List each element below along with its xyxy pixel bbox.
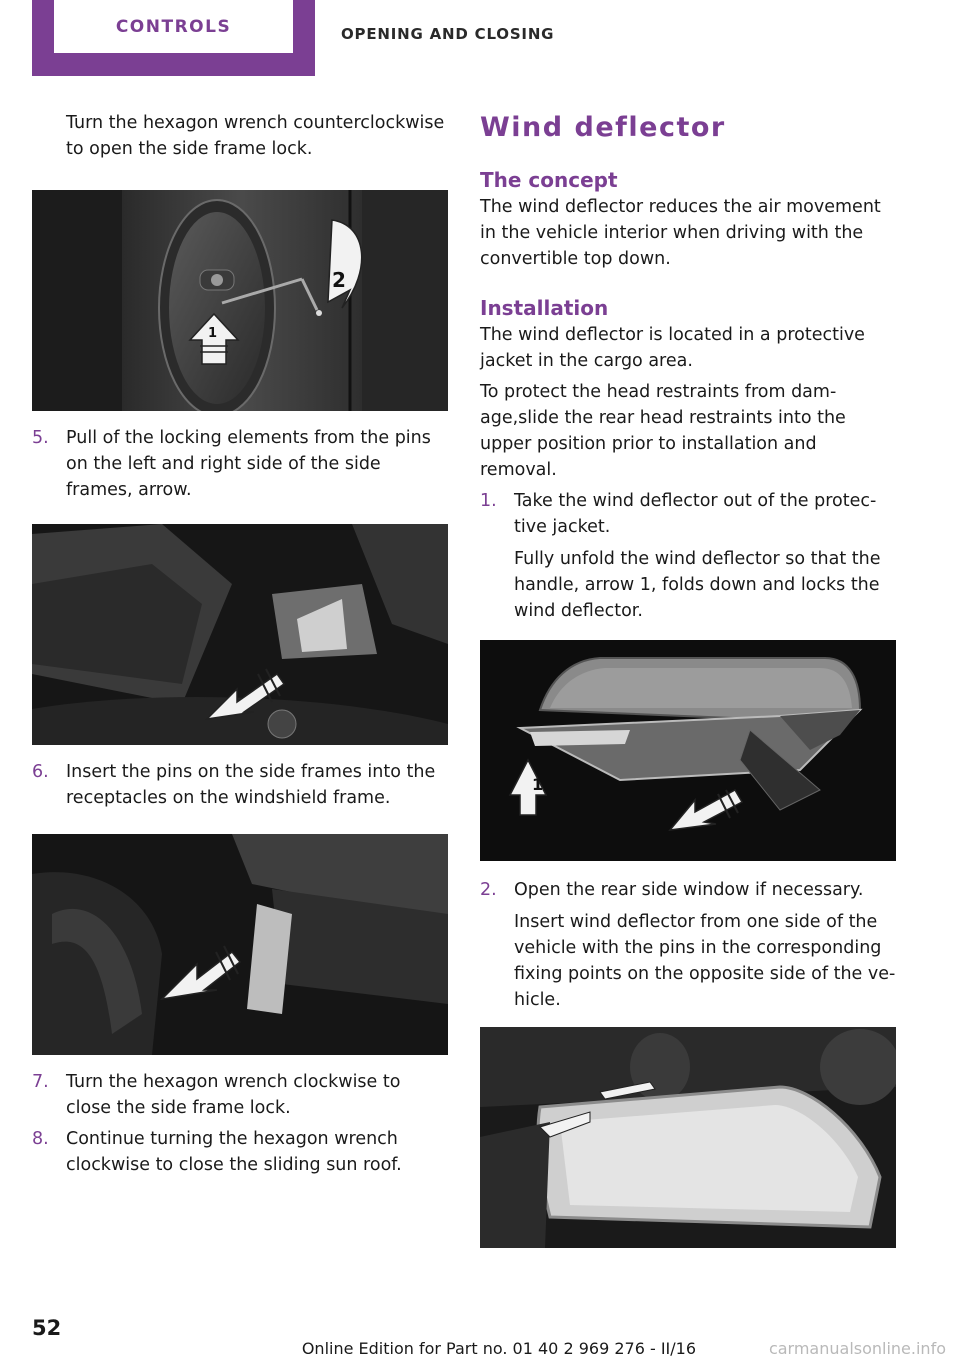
step-item xyxy=(480,488,896,540)
step-sub-paragraph: Fully unfold the wind deflector so that the handle, arrow 1, folds down and locks the wind deflector. xyxy=(514,549,881,621)
step-sub-paragraph: Insert wind deflector from one side of the vehicle with the pins in the corresponding fixing points on the opposite side of the ve‐hicle. xyxy=(514,912,896,1010)
installation-heading: Installation xyxy=(480,296,609,320)
side-frame-lock-illustration xyxy=(32,190,448,411)
concept-heading: The concept xyxy=(480,168,618,192)
step-text: Pull of the locking elements from the pins on the left and right side of the side frames, arrow. xyxy=(66,428,431,500)
figure-side-frame-lock xyxy=(32,190,448,411)
edition-text: Online Edition for Part no. 01 40 2 969 276 - II/16 xyxy=(301,1339,696,1358)
step-text: Take the wind deflector out of the protec‐tive jacket. xyxy=(514,491,877,537)
watermark[interactable]: carmanualsonline.info xyxy=(768,1339,946,1358)
step-number: 7. xyxy=(32,1072,49,1092)
figure-insert-pins xyxy=(32,834,448,1055)
step-item xyxy=(32,425,448,503)
page-number: 52 xyxy=(32,1316,62,1340)
figure-locking-elements xyxy=(32,524,448,745)
figure-right-label-1: 1 xyxy=(532,775,544,794)
step-number: 8. xyxy=(32,1129,49,1149)
step-number: 1. xyxy=(480,491,497,511)
figure1-label-2: 2 xyxy=(332,268,346,292)
step-item xyxy=(480,877,896,903)
step-text: Open the rear side window if necessary. xyxy=(514,880,864,900)
section-title: Wind deflector xyxy=(480,112,726,143)
tab-controls-inner xyxy=(54,0,293,53)
step-item xyxy=(32,1069,448,1121)
tab-controls[interactable] xyxy=(32,0,315,76)
step-text: Insert the pins on the side frames into the receptacles on the windshield frame. xyxy=(66,762,436,808)
step-text: Turn the hexagon wrench clockwise to close the side frame lock. xyxy=(66,1072,401,1118)
insert-deflector-illustration xyxy=(480,1027,896,1248)
figure-unfold-deflector xyxy=(480,640,896,861)
tab-controls-label: CONTROLS xyxy=(115,16,232,37)
step-number: 2. xyxy=(480,880,497,900)
concept-paragraph: The wind deflector reduces the air movement in the vehicle interior when driving with the convertible top down. xyxy=(480,197,881,269)
figure1-label-1: 1 xyxy=(208,326,218,341)
locking-elements-illustration xyxy=(32,524,448,745)
figure-insert-deflector xyxy=(480,1027,896,1248)
step-item xyxy=(32,1126,448,1178)
tab-section-title: OPENING AND CLOSING xyxy=(341,25,555,43)
step-number: 6. xyxy=(32,762,49,782)
unfold-deflector-illustration xyxy=(480,640,896,861)
left-column xyxy=(32,110,448,1178)
intro-paragraph: Turn the hexagon wrench counterclockwise to open the side frame lock. xyxy=(66,113,445,159)
insert-pins-illustration xyxy=(32,834,448,1055)
right-column xyxy=(480,110,896,1248)
step-text: Continue turning the hexagon wrench clockwise to close the sliding sun roof. xyxy=(66,1129,402,1175)
step-item xyxy=(32,759,448,811)
header-bar xyxy=(0,0,960,76)
installation-paragraph-2: To protect the head restraints from dam‐age,slide the rear head restraints into the upper position prior to installation and removal. xyxy=(480,382,846,480)
step-number: 5. xyxy=(32,428,49,448)
installation-paragraph-1: The wind deflector is located in a protective jacket in the cargo area. xyxy=(480,325,865,371)
